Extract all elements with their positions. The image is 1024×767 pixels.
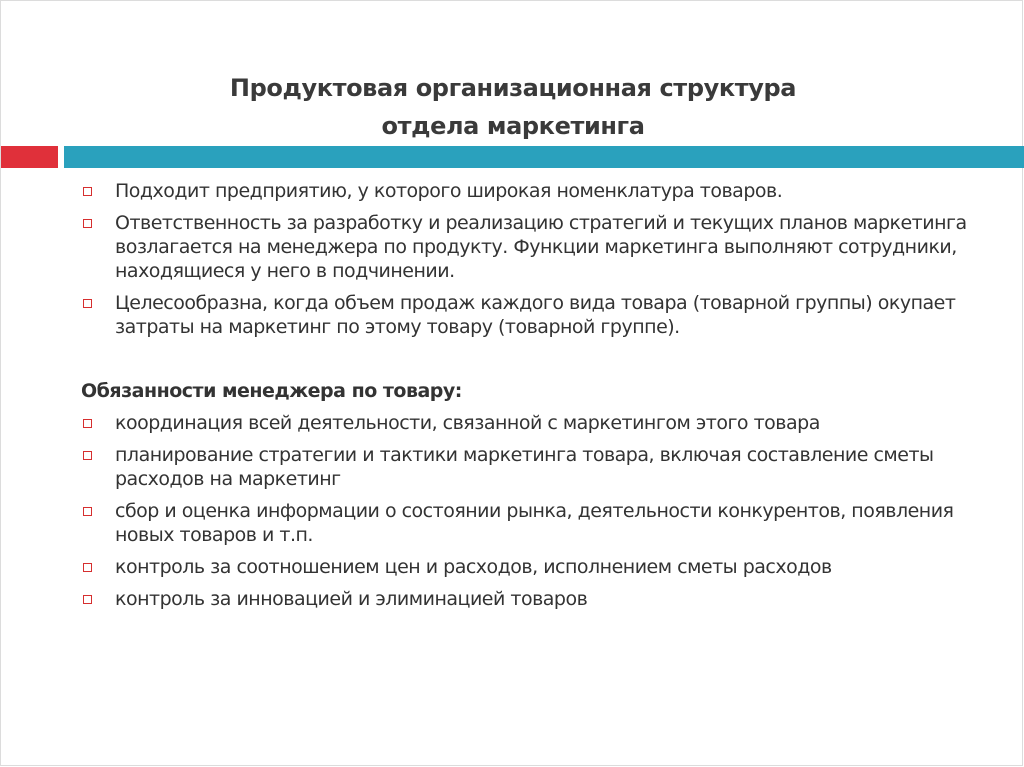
square-bullet-icon [83,219,92,228]
list-item [81,211,981,283]
list-item-text: Подходит предприятию, у которого широкая номенклатура товаров. [115,180,783,202]
slide-title-line-2: отдела маркетинга [381,112,645,140]
points-list [81,179,981,339]
list-item [81,587,981,611]
list-item-text: координация всей деятельности, связанной с маркетингом этого товара [115,412,820,434]
list-item-text: Ответственность за разработку и реализацию стратегий и текущих планов маркетинга возлагается на менеджера по продукту. Функции маркетинга выполняют сотрудники, находящиеся у него в подчинении. [115,212,967,282]
square-bullet-icon [83,595,92,604]
list-item [81,291,981,339]
duties-heading: Обязанности менеджера по товару: [81,380,462,402]
accent-bar-red [1,146,58,168]
list-item-text: планирование стратегии и тактики маркетинга товара, включая составление сметы расходов на маркетинг [115,444,934,490]
list-item-text: контроль за инновацией и элиминацией товаров [115,588,588,610]
square-bullet-icon [83,187,92,196]
square-bullet-icon [83,299,92,308]
square-bullet-icon [83,507,92,516]
duties-list [81,411,981,611]
accent-bar-blue [64,146,1024,168]
list-item [81,555,981,579]
slide-title [1,69,1024,145]
list-item-text: Целесообразна, когда объем продаж каждого вида товара (товарной группы) окупает затраты на маркетинг по этому товару (товарной группе). [115,292,956,338]
list-item [81,443,981,491]
list-item [81,499,981,547]
list-item [81,179,981,203]
list-item [81,411,981,435]
square-bullet-icon [83,563,92,572]
square-bullet-icon [83,451,92,460]
slide-content [81,179,981,619]
slide-title-line-1: Продуктовая организационная структура [229,74,797,102]
list-item-text: сбор и оценка информации о состоянии рынка, деятельности конкурентов, появления новых товаров и т.п. [115,500,954,546]
square-bullet-icon [83,419,92,428]
list-item-text: контроль за соотношением цен и расходов, исполнением сметы расходов [115,556,832,578]
